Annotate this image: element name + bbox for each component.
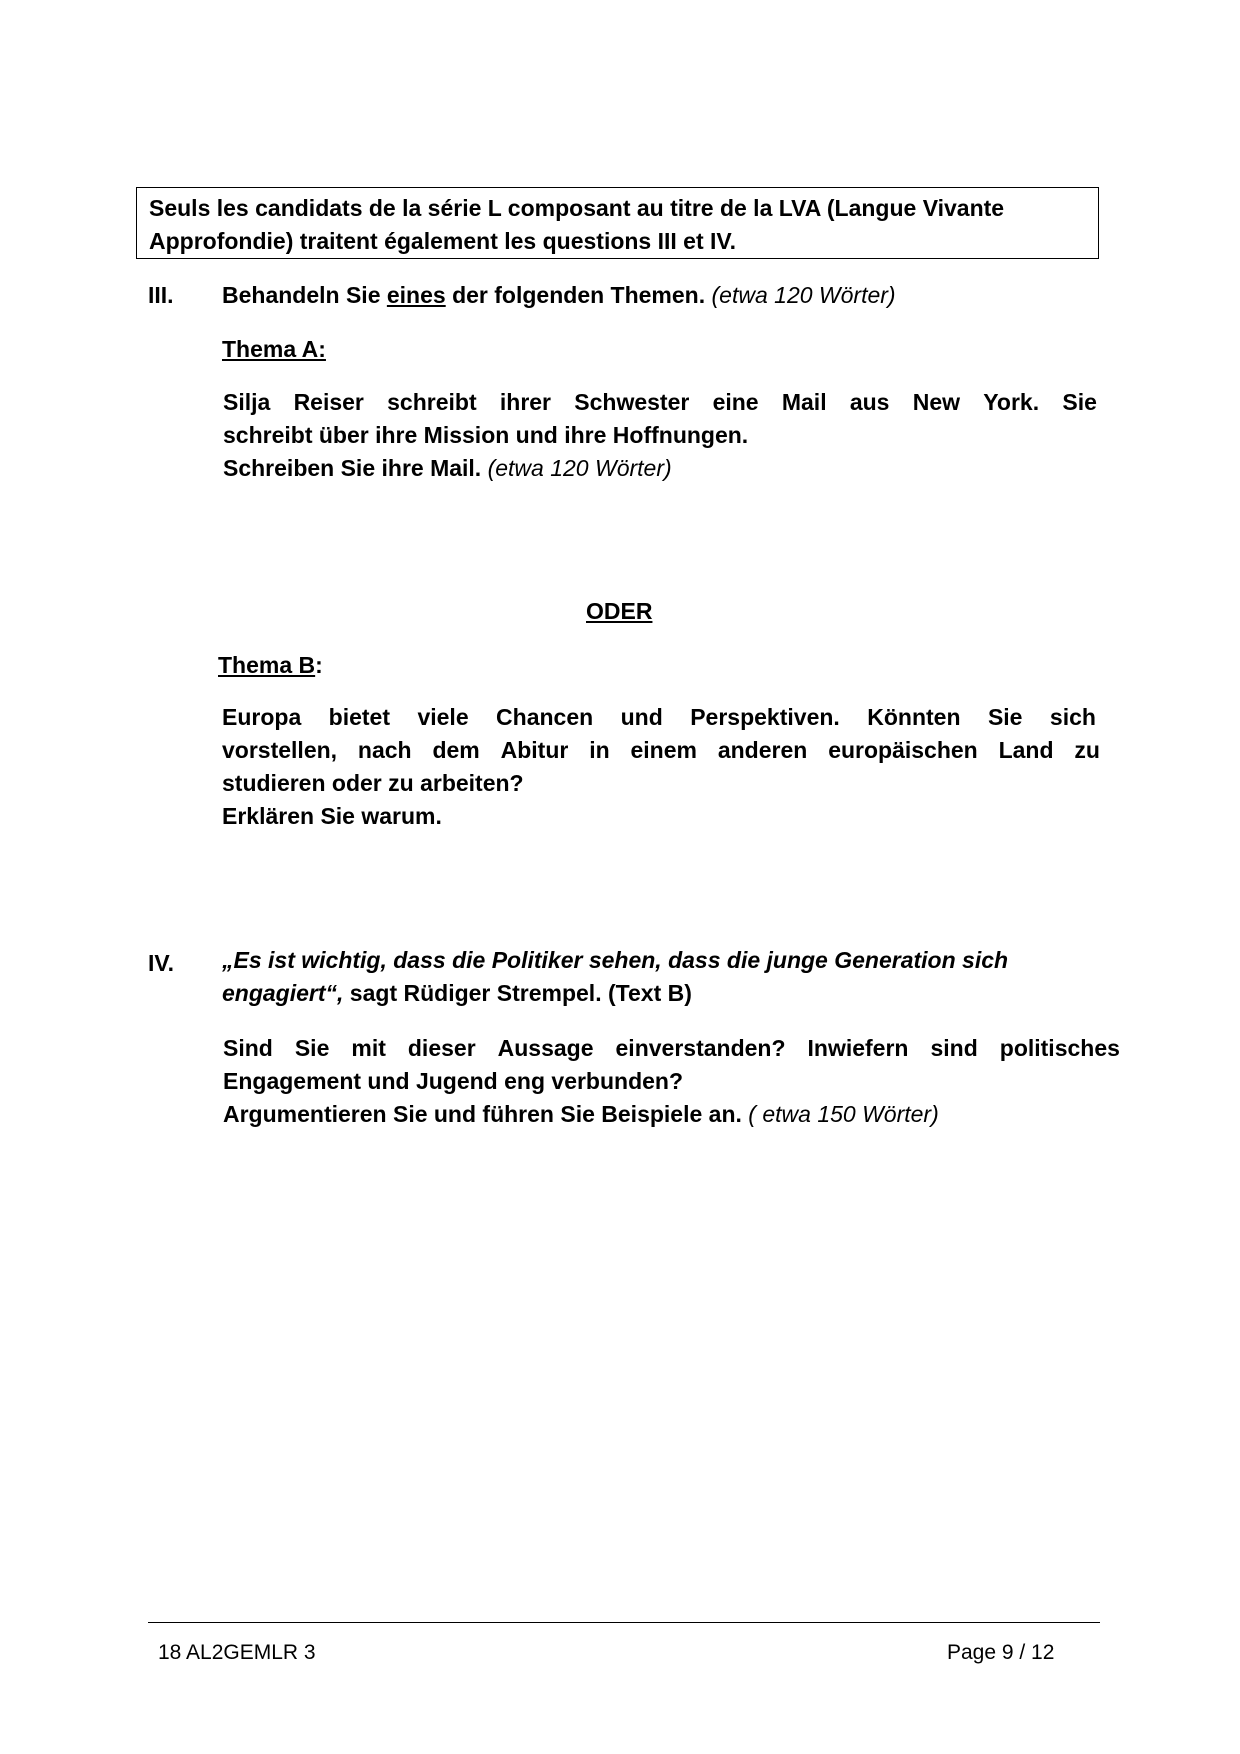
word: schreibt bbox=[387, 389, 477, 415]
theme-b-line-1 bbox=[222, 701, 1096, 734]
word: Inwiefern bbox=[807, 1035, 909, 1061]
theme-b-line-2 bbox=[222, 734, 1100, 767]
word: Mail bbox=[781, 389, 827, 415]
word: aus bbox=[849, 389, 890, 415]
word: Perspektiven. bbox=[690, 704, 840, 730]
word: viele bbox=[417, 704, 469, 730]
word: einem bbox=[630, 737, 697, 763]
word: dem bbox=[432, 737, 480, 763]
theme-a-body bbox=[223, 386, 1097, 485]
quote-attribution: sagt Rüdiger Strempel. (Text B) bbox=[343, 980, 692, 1006]
word: New bbox=[912, 389, 961, 415]
theme-a-word-count-note: (etwa 120 Wörter) bbox=[487, 455, 672, 481]
section-3-instruction bbox=[222, 282, 896, 309]
task-line-2: Engagement und Jugend eng verbunden? bbox=[223, 1068, 684, 1094]
instruction-word-count-note: (etwa 120 Wörter) bbox=[711, 282, 896, 308]
task-line-1 bbox=[223, 1032, 1120, 1065]
theme-b-heading-colon: : bbox=[315, 652, 323, 678]
word: Könnten bbox=[867, 704, 961, 730]
word: Sie bbox=[987, 704, 1023, 730]
section-4-quote bbox=[222, 944, 1122, 1010]
word: bietet bbox=[328, 704, 391, 730]
instruction-text-pre: Behandeln Sie bbox=[222, 282, 387, 308]
theme-a-line-2: schreibt über ihre Mission und ihre Hoffnungen. bbox=[223, 422, 749, 448]
quote-line-1: „Es ist wichtig, dass die Politiker sehen, dass die junge Generation sich bbox=[222, 947, 1009, 973]
word: politisches bbox=[999, 1035, 1120, 1061]
word: nach bbox=[357, 737, 412, 763]
word: Sie bbox=[1062, 389, 1097, 415]
task-line-3 bbox=[223, 1098, 1120, 1131]
section-4-number: IV. bbox=[148, 950, 175, 976]
word: sich bbox=[1049, 704, 1096, 730]
word: sind bbox=[930, 1035, 978, 1061]
theme-b-line-4: Erklären Sie warum. bbox=[222, 803, 442, 829]
theme-b-body bbox=[222, 701, 1100, 833]
word: und bbox=[620, 704, 663, 730]
quote-end: engagiert“, bbox=[222, 980, 344, 1006]
word: eine bbox=[712, 389, 759, 415]
word: Chancen bbox=[496, 704, 594, 730]
quote-line-2 bbox=[222, 977, 1122, 1010]
word: Europa bbox=[222, 704, 302, 730]
word: Land bbox=[998, 737, 1054, 763]
theme-a-line-3 bbox=[223, 452, 1097, 485]
theme-b-line-3: studieren oder zu arbeiten? bbox=[222, 770, 524, 796]
footer-exam-code: 18 AL2GEMLR 3 bbox=[158, 1641, 316, 1664]
instruction-underlined-word: eines bbox=[386, 282, 446, 308]
word: ihrer bbox=[499, 389, 552, 415]
word: mit bbox=[351, 1035, 386, 1061]
task-word-count-note: ( etwa 150 Wörter) bbox=[748, 1101, 939, 1127]
word: vorstellen, bbox=[222, 737, 338, 763]
oder-divider-label: ODER bbox=[586, 598, 653, 624]
lva-notice-box bbox=[136, 187, 1099, 259]
theme-b-heading-text: Thema B bbox=[218, 652, 316, 678]
word: York. bbox=[983, 389, 1040, 415]
footer-page-number: Page 9 / 12 bbox=[947, 1641, 1055, 1664]
notice-line-2: Approfondie) traitent également les questions III et IV. bbox=[149, 228, 737, 254]
section-4-task bbox=[223, 1032, 1120, 1131]
word: anderen bbox=[717, 737, 808, 763]
word: Schwester bbox=[574, 389, 690, 415]
theme-a-line-1 bbox=[223, 386, 1097, 419]
word: Silja bbox=[223, 389, 271, 415]
notice-line-1: Seuls les candidats de la série L composant au titre de la LVA (Langue Vivante bbox=[149, 195, 1005, 221]
word: in bbox=[589, 737, 610, 763]
task-instruction: Argumentieren Sie und führen Sie Beispiele an. bbox=[223, 1101, 742, 1127]
word: dieser bbox=[407, 1035, 476, 1061]
theme-a-task: Schreiben Sie ihre Mail. bbox=[223, 455, 482, 481]
theme-a-heading: Thema A: bbox=[222, 336, 326, 362]
word: einverstanden? bbox=[615, 1035, 786, 1061]
word: zu bbox=[1074, 737, 1100, 763]
word: Reiser bbox=[293, 389, 364, 415]
word: Abitur bbox=[500, 737, 569, 763]
footer-divider bbox=[148, 1622, 1100, 1623]
theme-b-heading bbox=[218, 652, 323, 679]
word: Aussage bbox=[497, 1035, 594, 1061]
section-3-number: III. bbox=[148, 282, 174, 308]
word: Sie bbox=[294, 1035, 330, 1061]
word: europäischen bbox=[828, 737, 978, 763]
instruction-text-post: der folgenden Themen. bbox=[445, 282, 706, 308]
word: Sind bbox=[223, 1035, 273, 1061]
